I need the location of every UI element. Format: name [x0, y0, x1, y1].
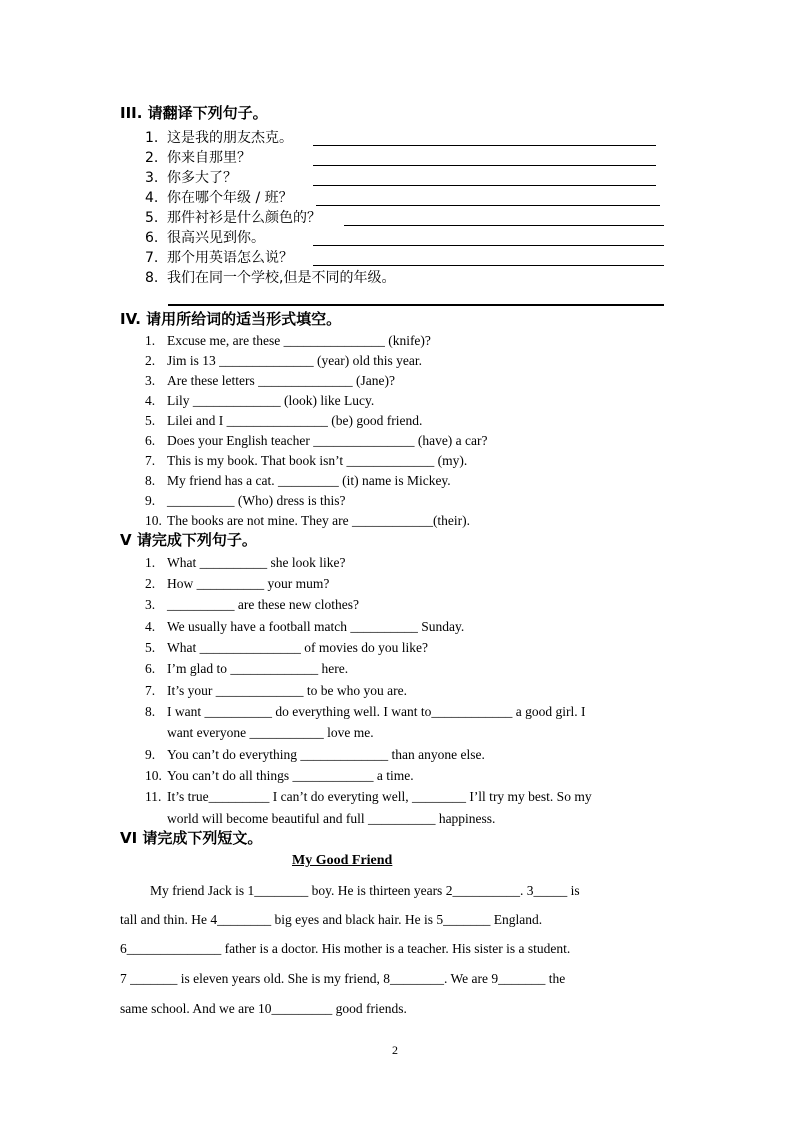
section-3-heading: III. 请翻译下列句子。: [120, 104, 268, 122]
s3-item-7: [145, 249, 293, 267]
item-text: Lilei and I _______________ (be) good friend.: [167, 413, 423, 428]
item-text: What _______________ of movies do you like?: [167, 640, 428, 655]
item-text: How __________ your mum?: [167, 576, 330, 591]
item-text: Are these letters ______________ (Jane)?: [167, 373, 395, 388]
item-number: 5.: [145, 210, 159, 226]
s5-item-5: [145, 639, 428, 657]
s4-item-6: [145, 432, 488, 450]
item-number: 2.: [145, 576, 156, 591]
item-text: 你在哪个年级 / 班？: [167, 190, 293, 206]
item-number: 4.: [145, 393, 156, 408]
item-text: __________ (Who) dress is this?: [167, 493, 346, 508]
s3-item-2: [145, 149, 251, 167]
item-text: Jim is 13 ______________ (year) old this year.: [167, 353, 422, 368]
item-text: 你多大了？: [167, 170, 237, 186]
item-text: I want __________ do everything well. I want to____________ a good girl. I: [167, 704, 586, 719]
story-line-3: 6______________ father is a doctor. His mother is a teacher. His sister is a student.: [120, 941, 571, 956]
answer-line[interactable]: [313, 165, 656, 166]
item-text: 这是我的朋友杰克。: [167, 130, 293, 146]
item-text: It’s your _____________ to be who you are.: [167, 683, 407, 698]
item-number: 2.: [145, 150, 159, 166]
story-line-2: tall and thin. He 4________ big eyes and black hair. He is 5_______ England.: [120, 912, 543, 927]
item-text: Does your English teacher _______________ (have) a car?: [167, 433, 488, 448]
item-number: 8.: [145, 270, 159, 286]
s3-item-3: [145, 169, 237, 187]
item-text: 我们在同一个学校,但是不同的年级。: [167, 270, 396, 286]
item-number: 6.: [145, 230, 159, 246]
item-text: Excuse me, are these _______________ (knife)?: [167, 333, 431, 348]
s5-item-9: [145, 746, 485, 764]
item-number: 8.: [145, 473, 156, 488]
s3-item-4: [145, 189, 293, 207]
item-text: I’m glad to _____________ here.: [167, 661, 349, 676]
s4-item-1: [145, 332, 431, 350]
story-line-4: 7 _______ is eleven years old. She is my friend, 8________. We are 9_______ the: [120, 971, 566, 986]
s3-item-5: [145, 209, 321, 227]
section-4-heading: IV. 请用所给词的适当形式填空。: [120, 310, 342, 328]
s3-item-1: [145, 129, 293, 147]
s4-item-4: [145, 392, 374, 410]
item-number: 3.: [145, 597, 156, 612]
item-text: We usually have a football match __________ Sunday.: [167, 619, 465, 634]
s4-item-3: [145, 372, 395, 390]
s5-item-8-cont: want everyone ___________ love me.: [167, 725, 374, 740]
s5-item-11-cont: world will become beautiful and full __________ happiness.: [167, 811, 496, 826]
section-5-heading: V 请完成下列句子。: [120, 531, 257, 549]
item-number: 1.: [145, 333, 156, 348]
s4-item-9: [145, 492, 345, 510]
item-text: __________ are these new clothes?: [167, 597, 359, 612]
item-text: 很高兴见到你。: [167, 230, 265, 246]
item-number: 9.: [145, 747, 156, 762]
s5-item-8: 8. I want __________ do everything well. I want to____________ a good girl. I: [145, 704, 586, 719]
answer-line[interactable]: [168, 304, 664, 306]
s5-item-6: [145, 660, 348, 678]
item-text: The books are not mine. They are ____________(their).: [167, 513, 471, 528]
answer-line[interactable]: [313, 145, 656, 146]
item-number: 7.: [145, 453, 156, 468]
s5-item-10: [145, 767, 414, 785]
s5-item-2: [145, 575, 329, 593]
page-number: 2: [392, 1043, 398, 1057]
item-number: 5.: [145, 413, 156, 428]
s4-item-5: [145, 412, 422, 430]
answer-line[interactable]: [313, 265, 664, 266]
s3-item-6: [145, 229, 265, 247]
item-number: 3.: [145, 170, 159, 186]
section-6-heading: VI 请完成下列短文。: [120, 829, 263, 847]
item-text: You can’t do all things ____________ a time.: [167, 768, 414, 783]
item-number: 5.: [145, 640, 156, 655]
item-number: 4.: [145, 190, 159, 206]
s5-item-11: 11. It’s true_________ I can’t do everyting well, ________ I’ll try my best. So my: [145, 789, 592, 804]
item-text: 那件衬衫是什么颜色的？: [167, 210, 321, 226]
s4-item-2: [145, 352, 422, 370]
item-text: It’s true_________ I can’t do everyting well, ________ I’ll try my best. So my: [167, 789, 592, 804]
s5-item-1: [145, 554, 345, 572]
item-number: 7.: [145, 683, 156, 698]
item-number: 3.: [145, 373, 156, 388]
answer-line[interactable]: [316, 205, 660, 206]
item-number: 6.: [145, 433, 156, 448]
answer-line[interactable]: [313, 245, 664, 246]
s5-item-3: [145, 596, 359, 614]
item-number: 6.: [145, 661, 156, 676]
s5-item-7: [145, 682, 407, 700]
story-line-5: same school. And we are 10_________ good friends.: [120, 1001, 407, 1016]
item-text: Lily _____________ (look) like Lucy.: [167, 393, 375, 408]
s4-item-8: [145, 472, 451, 490]
item-text: What __________ she look like?: [167, 555, 346, 570]
item-number: 7.: [145, 250, 159, 266]
s3-item-8: [145, 269, 395, 287]
item-number: 1.: [145, 555, 156, 570]
item-text: 你来自那里？: [167, 150, 251, 166]
answer-line[interactable]: [313, 185, 656, 186]
item-text: You can’t do everything _____________ than anyone else.: [167, 747, 485, 762]
item-number: 10.: [145, 768, 162, 783]
story-title: My Good Friend: [292, 853, 393, 868]
item-text: This is my book. That book isn’t _____________ (my).: [167, 453, 468, 468]
story-line-1: My friend Jack is 1________ boy. He is thirteen years 2__________. 3_____ is: [150, 883, 580, 898]
item-text: 那个用英语怎么说？: [167, 250, 293, 266]
answer-line[interactable]: [344, 225, 664, 226]
s5-item-4: [145, 618, 464, 636]
item-number: 9.: [145, 493, 156, 508]
item-number: 10.: [145, 513, 162, 528]
item-text: My friend has a cat. _________ (it) name is Mickey.: [167, 473, 451, 488]
s4-item-7: [145, 452, 467, 470]
item-number: 4.: [145, 619, 156, 634]
item-number: 2.: [145, 353, 156, 368]
s4-item-10: [145, 512, 470, 530]
item-number: 1.: [145, 130, 159, 146]
